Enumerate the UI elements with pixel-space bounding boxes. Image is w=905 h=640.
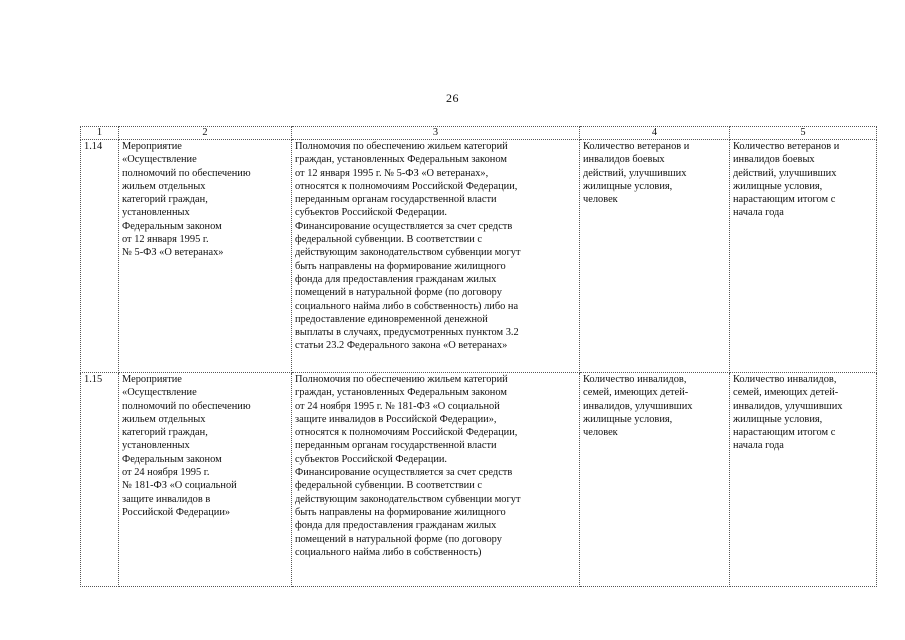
header-cell-1: 1 <box>81 127 119 140</box>
header-cell-4: 4 <box>580 127 730 140</box>
event-cell: Мероприятие «Осуществление полномочий по обеспечению жильем отдельных категорий граждан, установленных Федеральным законом от 24 ноября 1995 г. № 181-ФЗ «О социальной защите инвалидов в Российской Федерации» <box>119 373 292 587</box>
table-row <box>81 140 877 373</box>
header-cell-5: 5 <box>730 127 877 140</box>
header-cell-2: 2 <box>119 127 292 140</box>
page-number: 26 <box>446 91 459 105</box>
description-cell: Полномочия по обеспечению жильем категорий граждан, установленных Федеральным законом от 12 января 1995 г. № 5-ФЗ «О ветеранах», относятся к полномочиям Российской Федерации, переданным органам государственной власти субъектов Российской Федерации. Финансирование осуществляется за счет средств федеральной субвенции. В соответствии с действующим законодательством субвенции могут быть направлены на формирование жилищного фонда для предоставления гражданам жилых помещений в натуральной форме (по договору социального найма либо в собственность) либо на предоставление единовременной денежной выплаты в случаях, предусмотренных пунктом 3.2 статьи 23.2 Федерального закона «О ветеранах» <box>292 140 580 373</box>
header-cell-3: 3 <box>292 127 580 140</box>
table-header-row <box>81 127 877 140</box>
row-number: 1.14 <box>81 140 119 373</box>
indicator-cell: Количество ветеранов и инвалидов боевых действий, улучшивших жилищные условия, человек <box>580 140 730 373</box>
indicator-cell: Количество инвалидов, семей, имеющих детей- инвалидов, улучшивших жилищные условия, человек <box>580 373 730 587</box>
table-row <box>81 373 877 587</box>
description-cell: Полномочия по обеспечению жильем категорий граждан, установленных Федеральным законом от 24 ноября 1995 г. № 181-ФЗ «О социальной защите инвалидов в Российской Федерации», относятся к полномочиям Российской Федерации, переданным органам государственной власти субъектов Российской Федерации. Финансирование осуществляется за счет средств федеральной субвенции. В соответствии с действующим законодательством субвенции могут быть направлены на формирование жилищного фонда для предоставления гражданам жилых помещений в натуральной форме (по договору социального найма либо в собственность) <box>292 373 580 587</box>
calculation-cell: Количество ветеранов и инвалидов боевых действий, улучшивших жилищные условия, нарастающим итогом с начала года <box>730 140 877 373</box>
program-table <box>80 126 877 587</box>
row-number: 1.15 <box>81 373 119 587</box>
calculation-cell: Количество инвалидов, семей, имеющих детей- инвалидов, улучшивших жилищные условия, нарастающим итогом с начала года <box>730 373 877 587</box>
event-cell: Мероприятие «Осуществление полномочий по обеспечению жильем отдельных категорий граждан, установленных Федеральным законом от 12 января 1995 г. № 5-ФЗ «О ветеранах» <box>119 140 292 373</box>
